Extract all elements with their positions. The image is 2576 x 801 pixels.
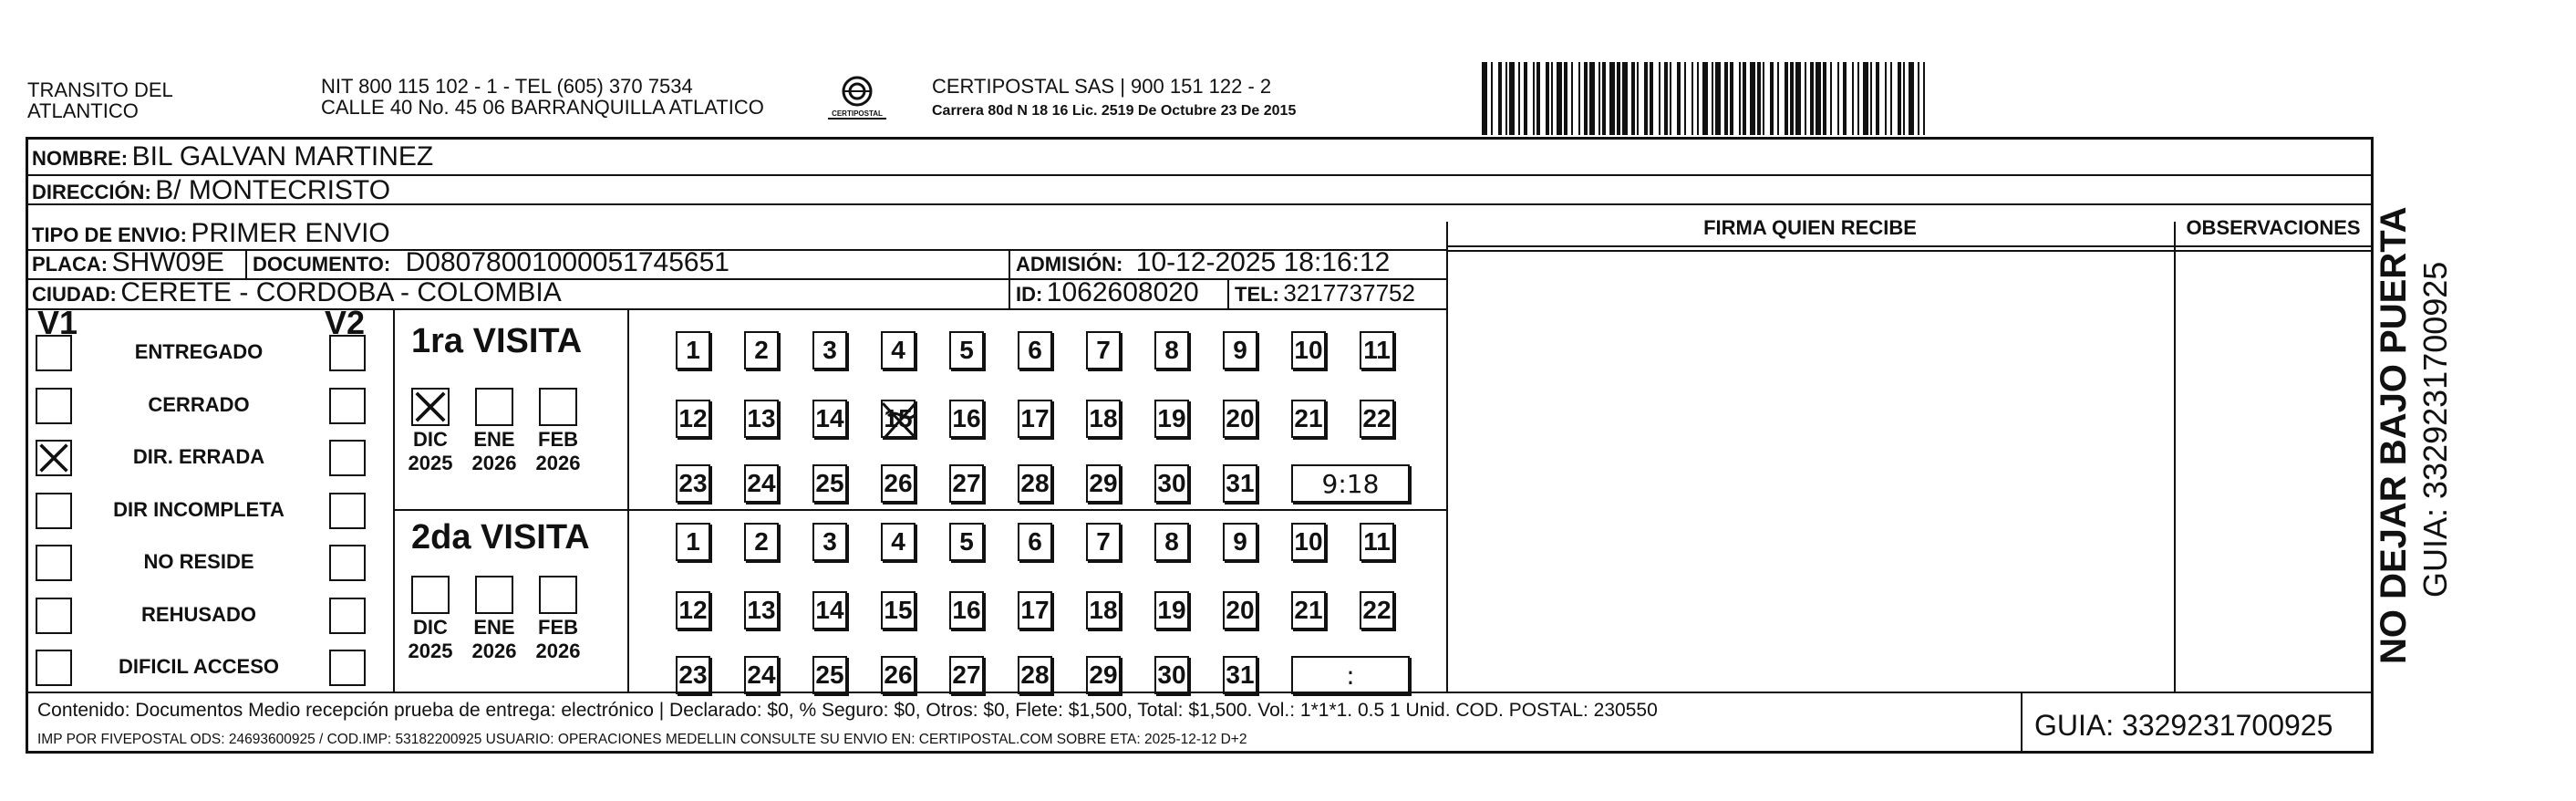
day-box[interactable]: 3	[812, 523, 847, 561]
day-box[interactable]: 4	[881, 523, 916, 561]
day-box[interactable]: 1	[676, 523, 710, 561]
footer-content-line: Contenido: Documentos Medio recepción prueba de entrega: electrónico | Declarado: $0, % Seguro: $0, Otros: $0, Flete: $1,500, Total: $1,500. Vol.: 1*1*1. 0.5 1 Unid. COD. POSTAL: 230550	[37, 700, 1658, 721]
documento-field	[253, 247, 729, 278]
day-box[interactable]: 24	[744, 656, 779, 694]
visit1-title: 1ra VISITA	[411, 322, 583, 360]
day-box[interactable]: 28	[1018, 464, 1052, 503]
day-box[interactable]: 14	[812, 400, 847, 438]
day-box[interactable]: 28	[1018, 656, 1052, 694]
placa-field	[32, 247, 224, 278]
day-box[interactable]: 10	[1291, 523, 1326, 561]
day-box[interactable]: 8	[1154, 523, 1189, 561]
v1-checkbox[interactable]	[36, 650, 72, 686]
day-box[interactable]: 13	[744, 400, 779, 438]
col-header-line-top	[1446, 245, 2371, 247]
day-box[interactable]: 26	[881, 656, 916, 694]
nombre-value: BIL GALVAN MARTINEZ	[131, 141, 434, 172]
status-label: DIR INCOMPLETA	[113, 497, 284, 521]
documento-label: DOCUMENTO:	[253, 253, 391, 276]
v1-checkbox[interactable]	[36, 335, 72, 371]
day-box[interactable]: 27	[949, 656, 984, 694]
footer-imp-line: IMP POR FIVEPOSTAL ODS: 24693600925 / COD.IMP: 53182200925 USUARIO: OPERACIONES MEDELLIN CONSULTE SU ENVIO EN: CERTIPOSTAL.COM SOBRE ETA: 2025-12-12 D+2	[37, 732, 1247, 747]
address-line: CALLE 40 No. 45 06 BARRANQUILLA ATLATICO	[321, 96, 764, 119]
day-box[interactable]: 25	[812, 464, 847, 503]
month-checkbox[interactable]	[475, 576, 513, 614]
v1-checkbox[interactable]	[36, 388, 72, 424]
day-box[interactable]: 13	[744, 591, 779, 629]
obs-col-line	[2174, 222, 2176, 692]
placa-label: PLACA:	[32, 253, 109, 276]
day-box[interactable]: 23	[676, 656, 710, 694]
months-divider	[627, 308, 629, 692]
nombre-label: NOMBRE:	[32, 147, 129, 170]
status-label: DIFICIL ACCESO	[118, 655, 279, 678]
time-box[interactable]: :	[1291, 656, 1410, 694]
nombre-field	[32, 141, 433, 172]
day-box[interactable]: 18	[1086, 400, 1121, 438]
day-box[interactable]: 12	[676, 591, 710, 629]
month-year: 2025	[408, 640, 453, 662]
v1-checkbox[interactable]	[36, 440, 72, 476]
issuer-line1: TRANSITO DEL	[27, 78, 173, 101]
month-name: FEB	[538, 616, 578, 639]
time-box[interactable]: 9:18	[1291, 464, 1410, 503]
side-guia: GUIA: 3329231700925	[2416, 261, 2454, 598]
day-box[interactable]: 7	[1086, 523, 1121, 561]
issuer-line2: ATLANTICO	[27, 99, 139, 122]
id-field	[1016, 277, 1199, 308]
visit2-title: 2da VISITA	[411, 518, 590, 557]
firma-col-line	[1446, 222, 1448, 692]
month-name: ENE	[473, 616, 515, 639]
no-dejar-warning: NO DEJAR BAJO PUERTA	[2374, 206, 2414, 664]
v2-checkbox[interactable]	[329, 650, 366, 686]
month-year: 2025	[408, 452, 453, 474]
month-checkbox[interactable]	[411, 576, 450, 614]
day-box[interactable]: 19	[1154, 591, 1189, 629]
barcode-bar	[1925, 62, 1930, 135]
day-box[interactable]: 20	[1223, 400, 1257, 438]
firma-header: FIRMA QUIEN RECIBE	[1703, 216, 1917, 239]
month-name: FEB	[538, 428, 578, 451]
id-value: 1062608020	[1046, 277, 1199, 307]
nit-line: NIT 800 115 102 - 1 - TEL (605) 370 7534	[321, 75, 693, 98]
issuer-name	[27, 79, 173, 121]
status-divider	[393, 308, 395, 692]
day-box[interactable]: 10	[1291, 331, 1326, 369]
footer-guia: GUIA: 3329231700925	[2034, 709, 2333, 742]
month-name: DIC	[413, 428, 448, 451]
day-box[interactable]: 15	[881, 400, 916, 438]
day-box[interactable]: 22	[1360, 591, 1394, 629]
ciudad-field	[32, 277, 562, 308]
v2-checkbox[interactable]	[329, 598, 366, 634]
row-line	[28, 308, 1446, 310]
v1-checkbox[interactable]	[36, 598, 72, 634]
day-box[interactable]: 30	[1154, 656, 1189, 694]
day-box[interactable]: 4	[881, 331, 916, 369]
day-box[interactable]: 31	[1223, 656, 1257, 694]
month-label	[532, 616, 585, 663]
ciudad-value: CERETE - CORDOBA - COLOMBIA	[120, 277, 562, 307]
month-checkbox[interactable]	[539, 576, 577, 614]
day-box[interactable]: 29	[1086, 464, 1121, 503]
day-box[interactable]: 17	[1018, 400, 1052, 438]
tipo-label: TIPO DE ENVIO:	[32, 224, 187, 246]
day-box[interactable]: 19	[1154, 400, 1189, 438]
day-box[interactable]: 5	[949, 523, 984, 561]
month-checkbox[interactable]	[475, 388, 513, 426]
month-name: ENE	[473, 428, 515, 451]
day-box[interactable]: 20	[1223, 591, 1257, 629]
day-box[interactable]: 2	[744, 331, 779, 369]
day-box[interactable]: 15	[881, 591, 916, 629]
day-box[interactable]: 9	[1223, 331, 1257, 369]
v2-checkbox[interactable]	[329, 440, 366, 476]
admision-divider	[1009, 249, 1010, 308]
day-box[interactable]: 6	[1018, 331, 1052, 369]
month-checkbox[interactable]	[539, 388, 577, 426]
v2-label: V2	[325, 304, 366, 341]
day-box[interactable]: 21	[1291, 400, 1326, 438]
tipo-field	[32, 218, 390, 249]
month-year: 2026	[535, 452, 581, 474]
day-box[interactable]: 26	[881, 464, 916, 503]
visit-split-line	[393, 509, 1446, 511]
issuer-contact	[321, 76, 764, 118]
status-label: NO RESIDE	[143, 550, 254, 573]
company-line: CERTIPOSTAL SAS | 900 151 122 - 2	[932, 75, 1272, 98]
day-box[interactable]: 18	[1086, 591, 1121, 629]
admision-value: 10-12-2025 18:16:12	[1135, 247, 1391, 277]
admision-field	[1016, 247, 1390, 278]
day-box[interactable]: 24	[744, 464, 779, 503]
day-box[interactable]: 17	[1018, 591, 1052, 629]
placa-value: SHW09E	[111, 247, 224, 277]
day-box[interactable]: 29	[1086, 656, 1121, 694]
day-box[interactable]: 7	[1086, 331, 1121, 369]
month-label	[468, 616, 521, 663]
ciudad-label: CIUDAD:	[32, 283, 117, 306]
footer-line	[28, 692, 2371, 693]
month-checkbox[interactable]	[411, 388, 450, 426]
day-box[interactable]: 2	[744, 523, 779, 561]
month-label	[468, 428, 521, 475]
status-label: DIR. ERRADA	[132, 445, 265, 468]
status-label: ENTREGADO	[134, 340, 264, 363]
day-box[interactable]: 30	[1154, 464, 1189, 503]
company-sub: Carrera 80d N 18 16 Lic. 2519 De Octubre 23 De 2015	[932, 103, 1297, 119]
direccion-field	[32, 175, 390, 206]
v2-checkbox[interactable]	[329, 388, 366, 424]
placa-divider	[245, 249, 247, 278]
day-box[interactable]: 27	[949, 464, 984, 503]
day-box[interactable]: 31	[1223, 464, 1257, 503]
tel-value: 3217737752	[1283, 279, 1415, 307]
month-label	[404, 616, 457, 663]
day-box[interactable]: 1	[676, 331, 710, 369]
tipo-value: PRIMER ENVIO	[191, 218, 390, 248]
v1-label: V1	[37, 304, 78, 341]
day-box[interactable]: 21	[1291, 591, 1326, 629]
month-name: DIC	[413, 616, 448, 639]
day-box[interactable]: 23	[676, 464, 710, 503]
status-label: REHUSADO	[141, 602, 256, 626]
admision-label: ADMISIÓN:	[1016, 253, 1123, 276]
direccion-value: B/ MONTECRISTO	[155, 175, 391, 205]
tel-field	[1235, 279, 1415, 307]
day-box[interactable]: 22	[1360, 400, 1394, 438]
day-box[interactable]: 3	[812, 331, 847, 369]
day-box[interactable]: 9	[1223, 523, 1257, 561]
direccion-label: DIRECCIÓN:	[32, 181, 151, 203]
v2-checkbox[interactable]	[329, 335, 366, 371]
day-scribble	[879, 398, 921, 443]
month-label	[532, 428, 585, 475]
month-year: 2026	[535, 640, 581, 662]
day-box[interactable]: 16	[949, 400, 984, 438]
month-label	[404, 428, 457, 475]
v1-checkbox[interactable]	[36, 493, 72, 529]
day-box[interactable]: 5	[949, 331, 984, 369]
guia-divider	[2021, 692, 2023, 751]
day-box[interactable]: 8	[1154, 331, 1189, 369]
day-box[interactable]: 12	[676, 400, 710, 438]
day-box[interactable]: 11	[1360, 331, 1394, 369]
day-box[interactable]: 16	[949, 591, 984, 629]
tel-label: TEL:	[1235, 283, 1279, 306]
day-box[interactable]: 6	[1018, 523, 1052, 561]
id-label: ID:	[1016, 283, 1043, 306]
day-box[interactable]: 14	[812, 591, 847, 629]
certipostal-logo	[821, 73, 894, 128]
v2-checkbox[interactable]	[329, 545, 366, 581]
v2-checkbox[interactable]	[329, 493, 366, 529]
delivery-form	[26, 137, 2374, 754]
documento-value: D08078001000051745651	[405, 247, 729, 277]
col-header-line	[1446, 250, 2371, 252]
day-box[interactable]: 25	[812, 656, 847, 694]
observaciones-header: OBSERVACIONES	[2186, 216, 2361, 239]
barcode	[1482, 62, 2198, 135]
status-label: CERRADO	[148, 392, 250, 416]
day-box[interactable]: 11	[1360, 523, 1394, 561]
logo-text: CERTIPOSTAL	[832, 109, 883, 118]
tel-divider	[1227, 278, 1229, 308]
month-year: 2026	[471, 452, 517, 474]
v1-checkbox[interactable]	[36, 545, 72, 581]
month-year: 2026	[471, 640, 517, 662]
